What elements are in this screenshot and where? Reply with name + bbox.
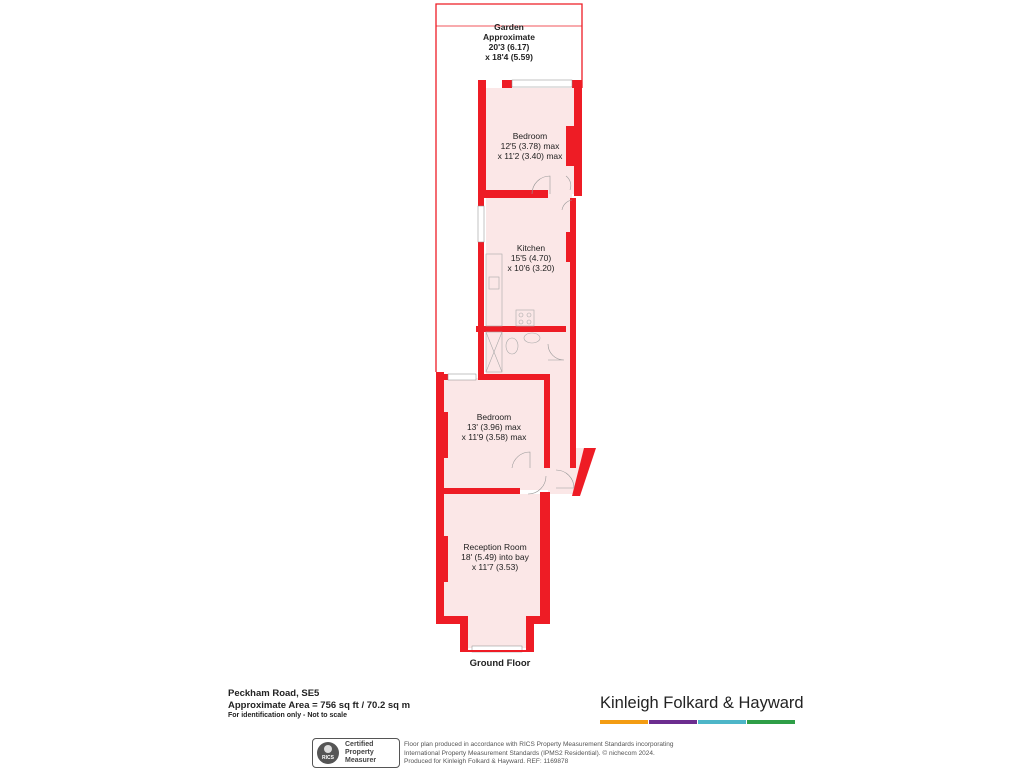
approximate-area: Approximate Area = 756 sq ft / 70.2 sq m [228,700,411,711]
rear-bedroom-dim-2: x 11'2 (3.40) max [497,151,563,161]
brand-bar-teal [698,720,746,724]
garden-dim-2: x 18'4 (5.59) [485,52,533,62]
identification-note: For identification only - Not to scale [228,712,348,719]
rics-text: Certified Property Measurer [345,741,377,764]
kitchen-name: Kitchen [516,243,546,253]
front-bedroom-dim-1: 13' (3.96) max [466,422,522,432]
brand-bar-orange [600,720,648,724]
front-bedroom-dim-2: x 11'9 (3.58) max [461,432,527,442]
rics-logo-icon: RICS [317,742,339,764]
garden-dim-1: 20'3 (6.17) [488,42,530,52]
svg-text:GardenApproximate20'3 (6.17)x [483,22,535,62]
brand-bar-green [747,720,795,724]
rear-bedroom-name: Bedroom [512,131,548,141]
kitchen-dim-1: 15'5 (4.70) [510,253,552,263]
address-block [228,688,410,712]
rear-bedroom-dim-1: 12'5 (3.78) max [500,141,560,151]
front-bedroom-name: Bedroom [476,412,512,422]
garden-approx: Approximate [483,32,535,42]
kitchen-dim-2: x 10'6 (3.20) [507,263,555,273]
property-address: Peckham Road, SE5 [228,688,320,699]
floor-label: Ground Floor [469,658,531,669]
agent-brand: Kinleigh Folkard & Hayward [600,694,804,712]
reception-name: Reception Room [463,542,527,552]
fine-print: Floor plan produced in accordance with RICS Property Measurement Standards incorporating International Property Measurement Standards (IPMS2 Residential). © nichecom 2024. Produced for Kinleigh Folkard & Hayward. REF: 1169878 [404,741,674,765]
reception-dim-1: 18' (5.49) into bay [461,552,529,562]
reception-dim-2: x 11'7 (3.53) [471,562,519,572]
garden-name: Garden [494,22,524,32]
rics-certified-badge [312,738,400,768]
brand-bar-purple [649,720,697,724]
